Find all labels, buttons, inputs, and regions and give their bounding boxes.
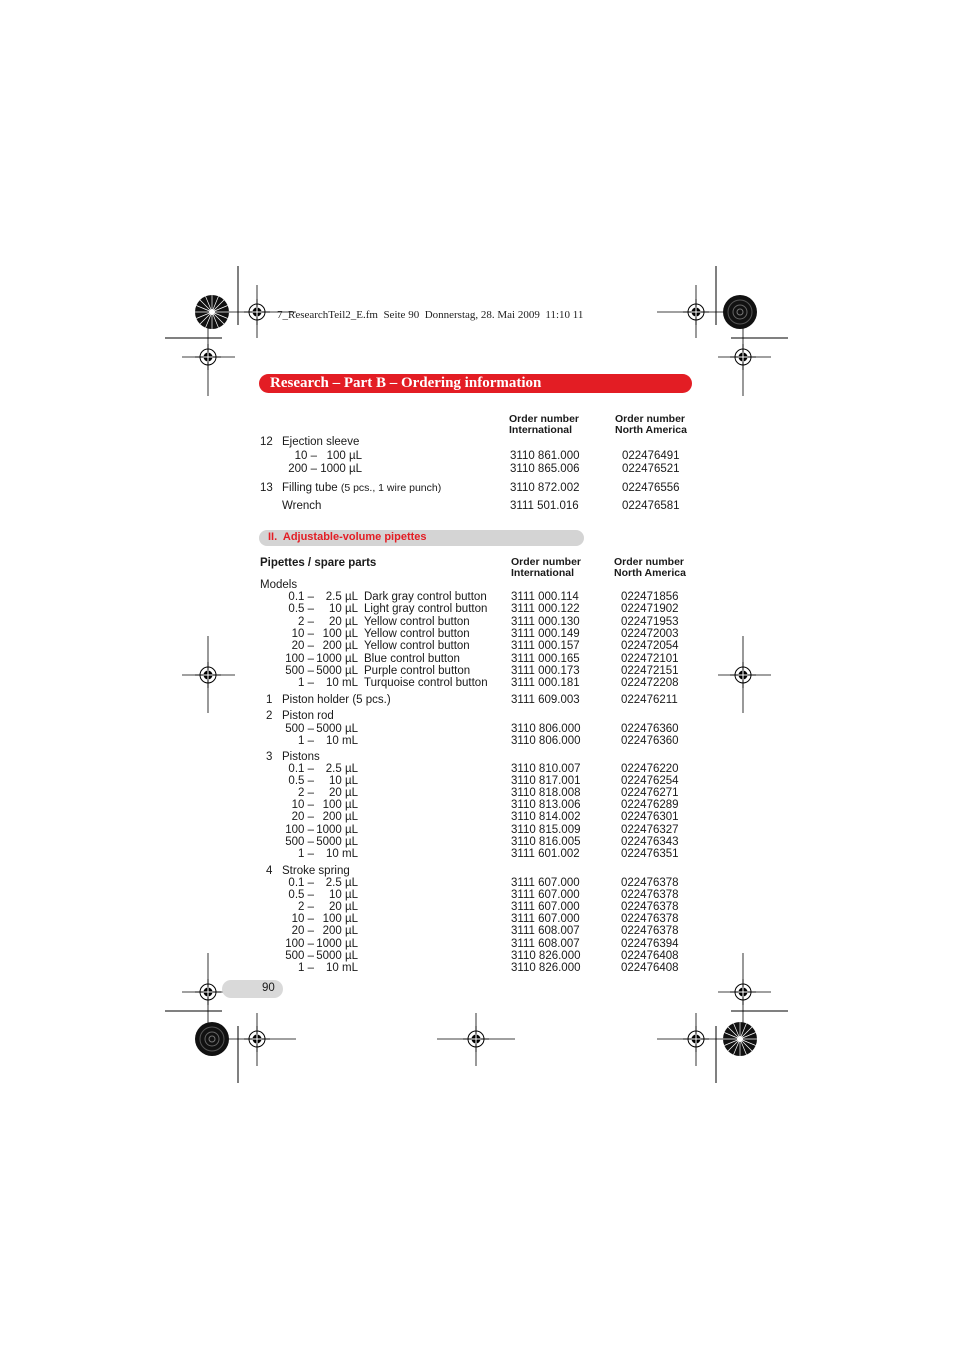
range-low: 20 – [291,925,314,938]
order-na: 022471856 [621,591,679,603]
item-label: Ejection sleeve [282,436,360,448]
models-label: Models [260,579,298,591]
order-intl: 3111 000.173 [511,664,580,677]
range-low: 20 – [291,640,314,653]
col-header-intl: Order number International [509,413,580,436]
range-low: 10 – [291,627,314,640]
order-intl: 3110 806.000 [511,723,581,735]
range-low: 0.5 – [288,603,314,616]
range-high: 10 µL [328,603,358,616]
range-high: 5000 µL [316,723,358,735]
order-intl: 3110 806.000 [511,735,581,748]
order-na: 022476301 [621,811,679,824]
range-low: 10 – [291,799,314,812]
range-high: 100 µL [322,913,358,926]
order-na: 022471902 [621,603,679,616]
order-intl: 3110 813.006 [511,799,581,812]
order-intl: 3111 607.000 [511,913,580,926]
col-header-na: Order number North America [615,413,687,436]
col-header-na: Order number North America [614,556,686,579]
item-number: 12 [260,436,273,448]
range-high: 100 µL [322,627,358,640]
range-high: 20 µL [328,787,358,800]
order-na: 022476211 [621,694,678,706]
order-na: 022471953 [621,615,679,628]
order-na: 022476360 [621,723,679,735]
range-low: 1 – [298,847,314,860]
order-intl: 3110 872.002 [510,482,580,494]
order-intl: 3111 608.007 [511,937,580,950]
page-number: 90 [262,982,275,994]
col-header-intl: Order number International [511,556,582,579]
order-na: 022476360 [621,735,679,748]
table-title: Pipettes / spare parts [260,557,377,569]
order-na: 022476289 [621,799,679,812]
model-description: Yellow control button [364,640,470,653]
order-na: 022476491 [622,450,680,462]
order-intl: 3110 816.005 [511,835,581,848]
section-heading-bar [259,530,584,546]
order-na: 022476343 [621,835,679,848]
order-na: 022476378 [621,901,679,914]
range-low: 500 – [285,664,314,677]
section-heading: II. Adjustable-volume pipettes [268,531,427,543]
range-high: 5000 µL [316,664,358,677]
print-slug: 7_ResearchTeil2_E.fm Seite 90 Donnerstag, 28. Mai 2009 11:10 11 [277,309,584,321]
range-high: 2.5 µL [325,763,358,775]
item-label: Filling tube (5 pcs., 1 wire punch) [282,482,442,494]
order-intl: 3111 000.181 [511,677,580,690]
range-low: 1 – [298,961,314,974]
order-intl: 3111 000.114 [511,591,579,603]
range-low: 500 – [285,949,314,962]
order-intl: 3110 826.000 [511,961,581,974]
order-na: 022476556 [622,482,680,494]
item-label: Piston holder (5 pcs.) [282,694,391,706]
order-intl: 3111 000.157 [511,640,580,653]
model-description: Dark gray control button [364,591,487,603]
range-low: 10 – [291,913,314,926]
order-intl: 3110 814.002 [511,811,581,824]
order-intl: 3111 000.149 [511,627,580,640]
order-intl: 3110 865.006 [510,463,580,475]
order-intl: 3111 000.165 [511,652,580,665]
chapter-title: Research – Part B – Ordering information [270,375,542,391]
range-high: 10 µL [328,775,358,788]
range-high: 10 µL [328,889,358,902]
size-range: 10 – 100 µL [294,450,362,462]
range-high: 100 µL [322,799,358,812]
page-number-tab [222,980,283,998]
order-intl: 3110 815.009 [511,823,581,836]
order-intl: 3111 000.130 [511,615,580,628]
range-low: 0.1 – [288,591,314,603]
order-na: 022476378 [621,889,679,902]
range-high: 10 mL [326,735,358,748]
order-na: 022476521 [622,463,680,475]
range-low: 0.1 – [288,877,314,889]
order-na: 022476378 [621,925,679,938]
range-low: 100 – [285,652,314,665]
order-na: 022476408 [621,961,679,974]
order-na: 022476254 [621,775,679,788]
model-description: Purple control button [364,664,471,677]
model-description: Yellow control button [364,615,470,628]
range-high: 1000 µL [316,652,358,665]
range-high: 5000 µL [316,835,358,848]
order-na: 022472151 [621,664,679,677]
item-label: Pistons [282,751,320,763]
item-label: Stroke spring [282,865,350,877]
item-label: Wrench [282,500,322,512]
order-na: 022476271 [621,787,679,800]
order-intl: 3110 817.001 [511,775,581,788]
range-high: 2.5 µL [325,591,358,603]
model-description: Yellow control button [364,627,470,640]
order-na: 022476581 [622,500,680,512]
range-low: 1 – [298,677,314,690]
range-high: 20 µL [328,615,358,628]
order-intl: 3111 607.000 [511,877,580,889]
range-high: 5000 µL [316,949,358,962]
range-high: 10 mL [326,847,358,860]
range-low: 1 – [298,735,314,748]
order-intl: 3111 607.000 [511,901,580,914]
order-na: 022476378 [621,877,679,889]
range-low: 2 – [298,615,314,628]
order-intl: 3110 810.007 [511,763,581,775]
order-intl: 3111 501.016 [510,500,579,512]
range-low: 2 – [298,787,314,800]
range-low: 500 – [285,835,314,848]
range-low: 2 – [298,901,314,914]
range-high: 20 µL [328,901,358,914]
order-na: 022476408 [621,949,679,962]
range-high: 1000 µL [316,823,358,836]
range-low: 100 – [285,937,314,950]
order-na: 022476327 [621,823,679,836]
order-na: 022476394 [621,937,679,950]
chapter-banner [259,374,692,393]
size-range: 200 – 1000 µL [288,463,362,475]
order-na: 022472208 [621,677,679,690]
item-number: 3 [266,751,273,763]
order-intl: 3111 607.000 [511,889,580,902]
order-na: 022476378 [621,913,679,926]
item-number: 13 [260,482,273,494]
item-label: Piston rod [282,710,334,722]
range-high: 2.5 µL [325,877,358,889]
order-na: 022472101 [621,652,679,665]
order-na: 022476220 [621,763,679,775]
order-intl: 3110 861.000 [510,450,580,462]
range-high: 200 µL [322,925,358,938]
range-high: 10 mL [326,961,358,974]
range-high: 1000 µL [316,937,358,950]
range-low: 0.1 – [288,763,314,775]
model-description: Turquoise control button [364,677,488,690]
item-number: 1 [266,694,273,706]
range-low: 0.5 – [288,775,314,788]
order-na: 022476351 [621,847,679,860]
order-intl: 3111 000.122 [511,603,580,616]
range-low: 100 – [285,823,314,836]
range-low: 20 – [291,811,314,824]
item-number: 4 [266,865,273,877]
order-intl: 3111 608.007 [511,925,580,938]
range-low: 500 – [285,723,314,735]
order-intl: 3110 818.008 [511,787,581,800]
item-number: 2 [266,710,273,722]
order-intl: 3111 601.002 [511,847,580,860]
order-intl: 3111 609.003 [511,694,580,706]
order-intl: 3110 826.000 [511,949,581,962]
model-description: Light gray control button [364,603,488,616]
range-high: 10 mL [326,677,358,690]
range-low: 0.5 – [288,889,314,902]
model-description: Blue control button [364,652,460,665]
order-na: 022472054 [621,640,679,653]
range-high: 200 µL [322,811,358,824]
order-na: 022472003 [621,627,679,640]
range-high: 200 µL [322,640,358,653]
